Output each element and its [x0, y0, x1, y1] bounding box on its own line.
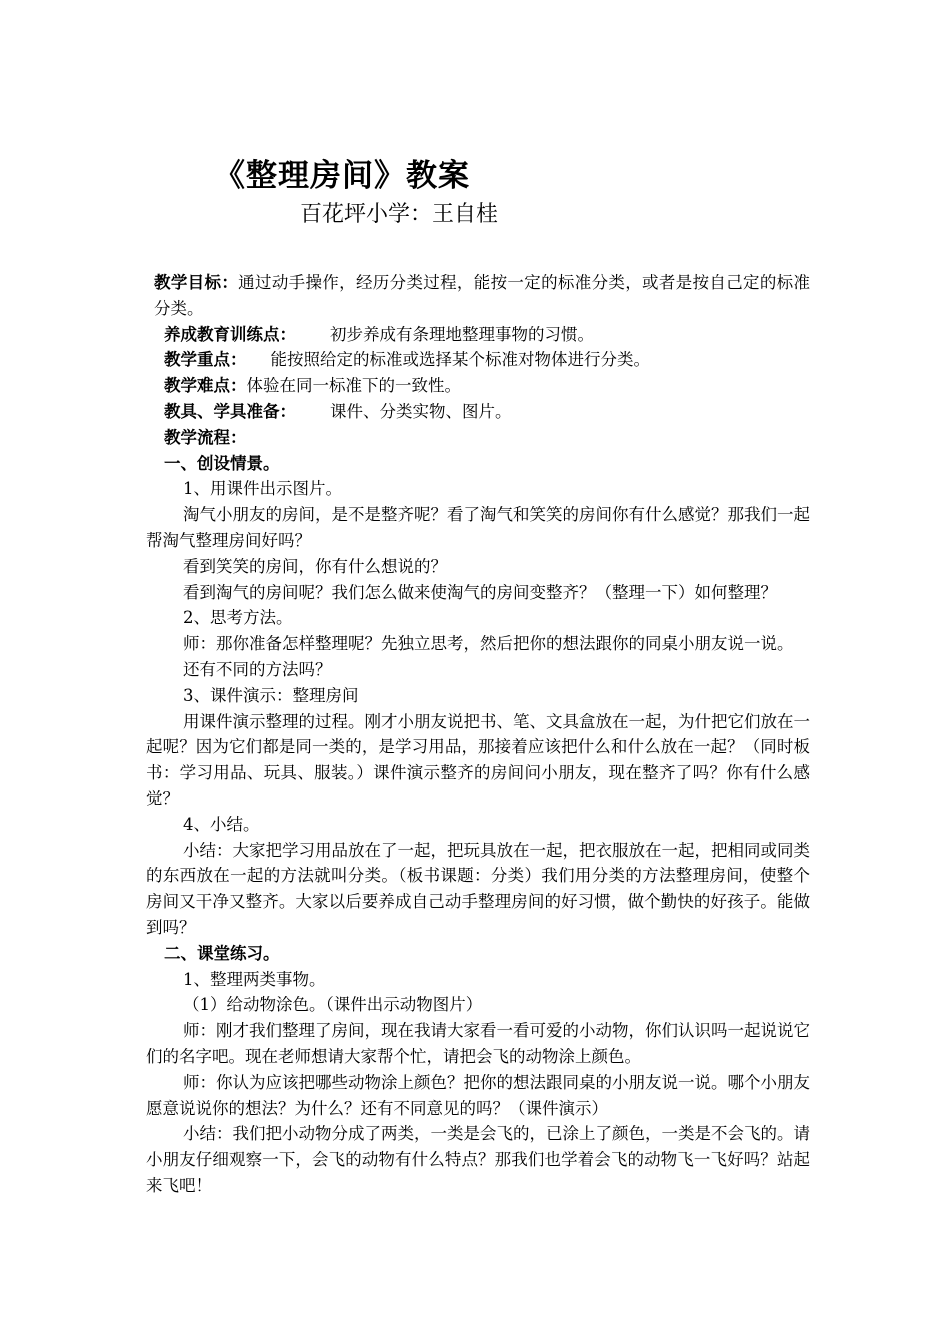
author-line: 百花坪小学：王自桂: [300, 202, 499, 227]
section1-p2: 淘气小朋友的房间，是不是整齐呢？看了淘气和笑笑的房间你有什么感觉？那我们一起帮淘气整理房间好吗？: [146, 505, 810, 550]
section1-p10: 4、小结。: [183, 814, 260, 834]
section2-p3: 师：刚才我们整理了房间，现在我请大家看一看可爱的小动物，你们认识吗一起说说它们的名字吧。现在老师想请大家帮个忙，请把会飞的动物涂上颜色。: [146, 1021, 810, 1066]
section2-p1: 1、整理两类事物。: [183, 969, 326, 989]
focus-text: 能按照给定的标准或选择某个标准对物体进行分类。: [270, 350, 650, 370]
section2-p5: 小结：我们把小动物分成了两类，一类是会飞的，已涂上了颜色，一类是不会飞的。请小朋友仔细观察一下，会飞的动物有什么特点？那我们也学着会飞的动物飞一飞好吗？站起来飞吧！: [146, 1124, 810, 1195]
difficulty-label: 教学难点：: [164, 376, 247, 396]
training-paragraph: [146, 322, 810, 348]
section1-p8: 3、课件演示：整理房间: [183, 685, 359, 705]
focus-label: 教学重点：: [164, 350, 247, 370]
section1-p11: 小结：大家把学习用品放在了一起，把玩具放在一起，把衣服放在一起，把相同或同类的东西放在一起的方法就叫分类。（板书课题：分类）我们用分类的方法整理房间，使整个房间又干净又整齐。大家以后要养成自己动手整理房间的好习惯，做个勤快的好孩子。能做到吗？: [146, 840, 810, 937]
materials-paragraph: [146, 399, 810, 425]
section2-p2: （1）给动物涂色。（课件出示动物图片）: [183, 995, 483, 1015]
section1-p3: 看到笑笑的房间，你有什么想说的？: [183, 556, 447, 576]
document-body: [146, 270, 810, 1199]
difficulty-paragraph: [146, 373, 810, 399]
objectives-paragraph: [146, 270, 810, 322]
section1-p4: 看到淘气的房间呢？我们怎么做来使淘气的房间变整齐？（整理一下）如何整理？: [183, 582, 777, 602]
materials-label: 教具、学具准备：: [164, 401, 296, 421]
materials-text: 课件、分类实物、图片。: [330, 401, 512, 421]
page-title: 《整理房间》教案: [214, 158, 470, 194]
section1-heading: 一、创设情景。: [164, 453, 280, 473]
objectives-label: 教学目标：: [154, 273, 239, 292]
training-text: 初步养成有条理地整理事物的习惯。: [330, 324, 594, 344]
section2-heading: 二、课堂练习。: [164, 943, 280, 963]
section1-p7: 还有不同的方法吗？: [183, 659, 332, 679]
section1-p9: 用课件演示整理的过程。刚才小朋友说把书、笔、文具盒放在一起，为什把它们放在一起呢？因为它们都是同一类的，是学习用品，那接着应该把什么和什么放在一起？（同时板书：学习用品、玩具、服装。）课件演示整齐的房间问小朋友，现在整齐了吗？你有什么感觉？: [146, 711, 810, 808]
section1-p1: 1、用课件出示图片。: [183, 479, 342, 499]
section2-p4: 师：你认为应该把哪些动物涂上颜色？把你的想法跟同桌的小朋友说一说。哪个小朋友愿意说说你的想法？为什么？还有不同意见的吗？（课件演示）: [146, 1072, 810, 1118]
training-label: 养成教育训练点：: [164, 324, 296, 344]
section1-p5: 2、思考方法。: [183, 608, 293, 628]
objectives-text: 通过动手操作，经历分类过程，能按一定的标准分类，或者是按自己定的标准分类。: [154, 273, 811, 318]
process-label: 教学流程：: [164, 427, 247, 447]
section1-p6: 师：那你准备怎样整理呢？先独立思考，然后把你的想法跟你的同桌小朋友说一说。: [183, 634, 794, 654]
focus-paragraph: [146, 347, 810, 373]
difficulty-text: 体验在同一标准下的一致性。: [246, 376, 461, 396]
